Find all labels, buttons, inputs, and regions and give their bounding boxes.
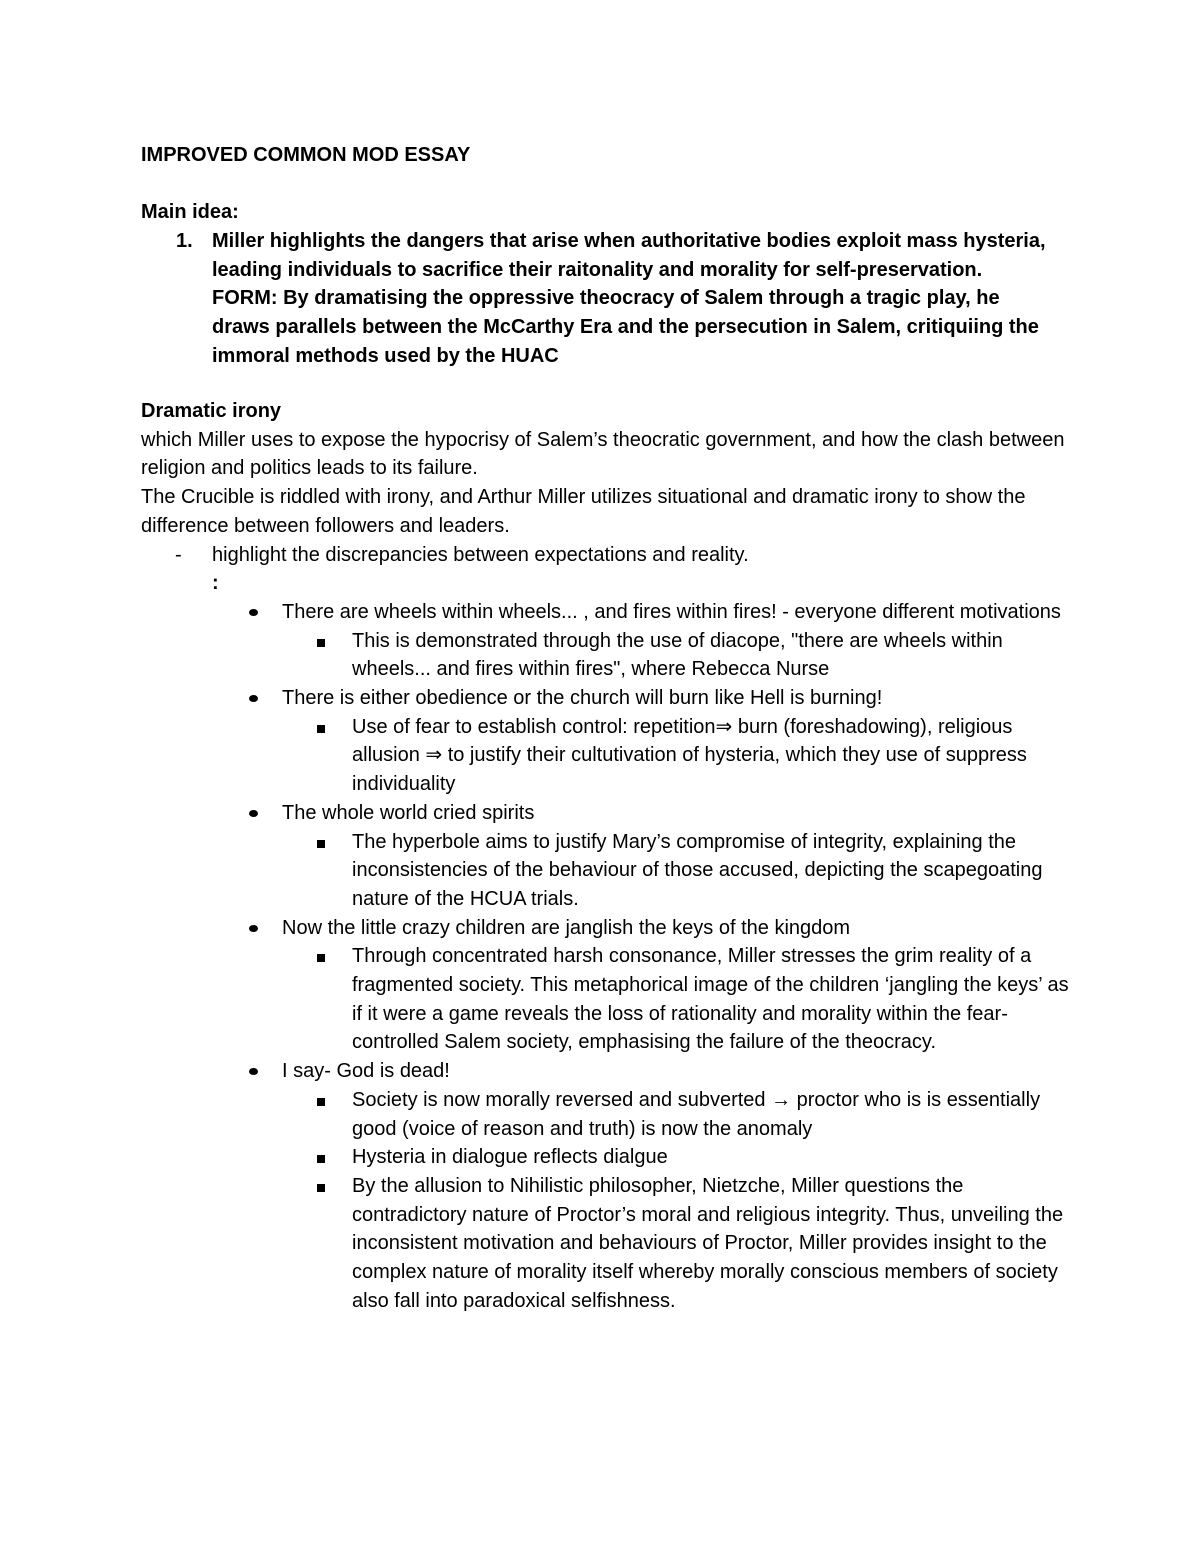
bullet-icon <box>249 810 258 817</box>
document-title: IMPROVED COMMON MOD ESSAY <box>141 144 471 166</box>
analysis-note <box>352 1086 1071 1143</box>
square-bullet-icon <box>317 639 325 647</box>
form-statement: FORM: By dramatising the oppressive theocracy of Salem through a tragic play, he draws parallels between the McCarthy Era and the persecution in Salem, critiquiing the immoral methods used by the HUAC <box>212 287 1039 367</box>
intro-paragraph-1: which Miller uses to expose the hypocrisy of Salem’s theocratic government, and how the clash between religion and politics leads to its failure. <box>141 428 1065 480</box>
note-text: Society is now morally reversed and subverted → proctor who is is essentially good (voice of reason and truth) is now the anomaly <box>352 1088 1041 1140</box>
square-bullet-icon <box>317 725 325 733</box>
quote-item <box>282 914 1071 943</box>
square-bullet-icon <box>317 1155 325 1163</box>
note-text: Through concentrated harsh consonance, Miller stresses the grim reality of a fragmented society. This metaphorical image of the children ‘jangling the keys’ as if it were a game reveals the loss of rationality and morality within the fear-controlled Salem society, emphasising the failure of the theocracy. <box>352 945 1069 1054</box>
analysis-note <box>352 1172 1071 1316</box>
analysis-note <box>352 713 1071 799</box>
quote-text: Now the little crazy children are janglish the keys of the kingdom <box>282 916 851 939</box>
list-number: 1. <box>176 230 193 252</box>
square-bullet-icon <box>317 1184 325 1192</box>
dash-list-item <box>175 541 1071 570</box>
main-idea-item <box>141 227 1061 371</box>
quote-text: I say- God is dead! <box>282 1060 450 1083</box>
quote-item <box>282 799 1071 828</box>
bullet-icon <box>249 695 258 702</box>
dramatic-irony-section <box>141 397 1071 1316</box>
square-bullet-icon <box>317 954 325 962</box>
colon-marker: : <box>212 572 219 595</box>
intro-paragraph-2: The Crucible is riddled with irony, and Arthur Miller utilizes situational and dramatic irony to show the difference between followers and leaders. <box>141 486 1026 537</box>
quote-item <box>282 598 1071 627</box>
quote-item <box>282 1057 1071 1086</box>
note-text: This is demonstrated through the use of diacope, "there are wheels within wheels... and fires within fires", where Rebecca Nurse <box>352 629 1003 681</box>
bullet-icon <box>249 1068 258 1075</box>
analysis-note <box>352 828 1071 914</box>
analysis-note <box>352 942 1071 1057</box>
dash-item-text: highlight the discrepancies between expectations and reality. <box>212 543 749 566</box>
dash-marker: - <box>175 543 182 566</box>
analysis-note <box>352 627 1071 684</box>
bullet-icon <box>249 609 258 616</box>
quote-text: The whole world cried spirits <box>282 801 535 824</box>
bullet-icon <box>249 925 258 932</box>
quote-text: There is either obedience or the church will burn like Hell is burning! <box>282 687 883 710</box>
main-idea-label: Main idea: <box>141 201 239 223</box>
analysis-note <box>352 1143 1071 1172</box>
quote-item <box>282 684 1071 713</box>
section-heading: Dramatic irony <box>141 400 282 422</box>
quote-text: There are wheels within wheels... , and fires within fires! - everyone different motivations <box>282 600 1061 623</box>
note-text: The hyperbole aims to justify Mary’s compromise of integrity, explaining the inconsistencies of the behaviour of those accused, depicting the scapegoating nature of the HCUA trials. <box>352 830 1043 910</box>
note-text: Use of fear to establish control: repetition⇒ burn (foreshadowing), religious allusion ⇒ to justify their cultutivation of hysteria, which they use of suppress individuality <box>352 715 1027 796</box>
note-text: Hysteria in dialogue reflects dialgue <box>352 1146 668 1169</box>
square-bullet-icon <box>317 840 325 848</box>
note-text: By the allusion to Nihilistic philosopher, Nietzche, Miller questions the contradictory nature of Proctor’s moral and religious integrity. Thus, unveiling the inconsistent motivation and behaviours of Proctor, Miller provides insight to the complex nature of morality itself whereby morally conscious members of society also fall into paradoxical selfishness. <box>352 1174 1064 1312</box>
square-bullet-icon <box>317 1098 325 1106</box>
main-idea-text: Miller highlights the dangers that arise when authoritative bodies exploit mass hysteria, leading individuals to sacrifice their raitonality and morality for self-preservation. <box>212 230 1046 281</box>
